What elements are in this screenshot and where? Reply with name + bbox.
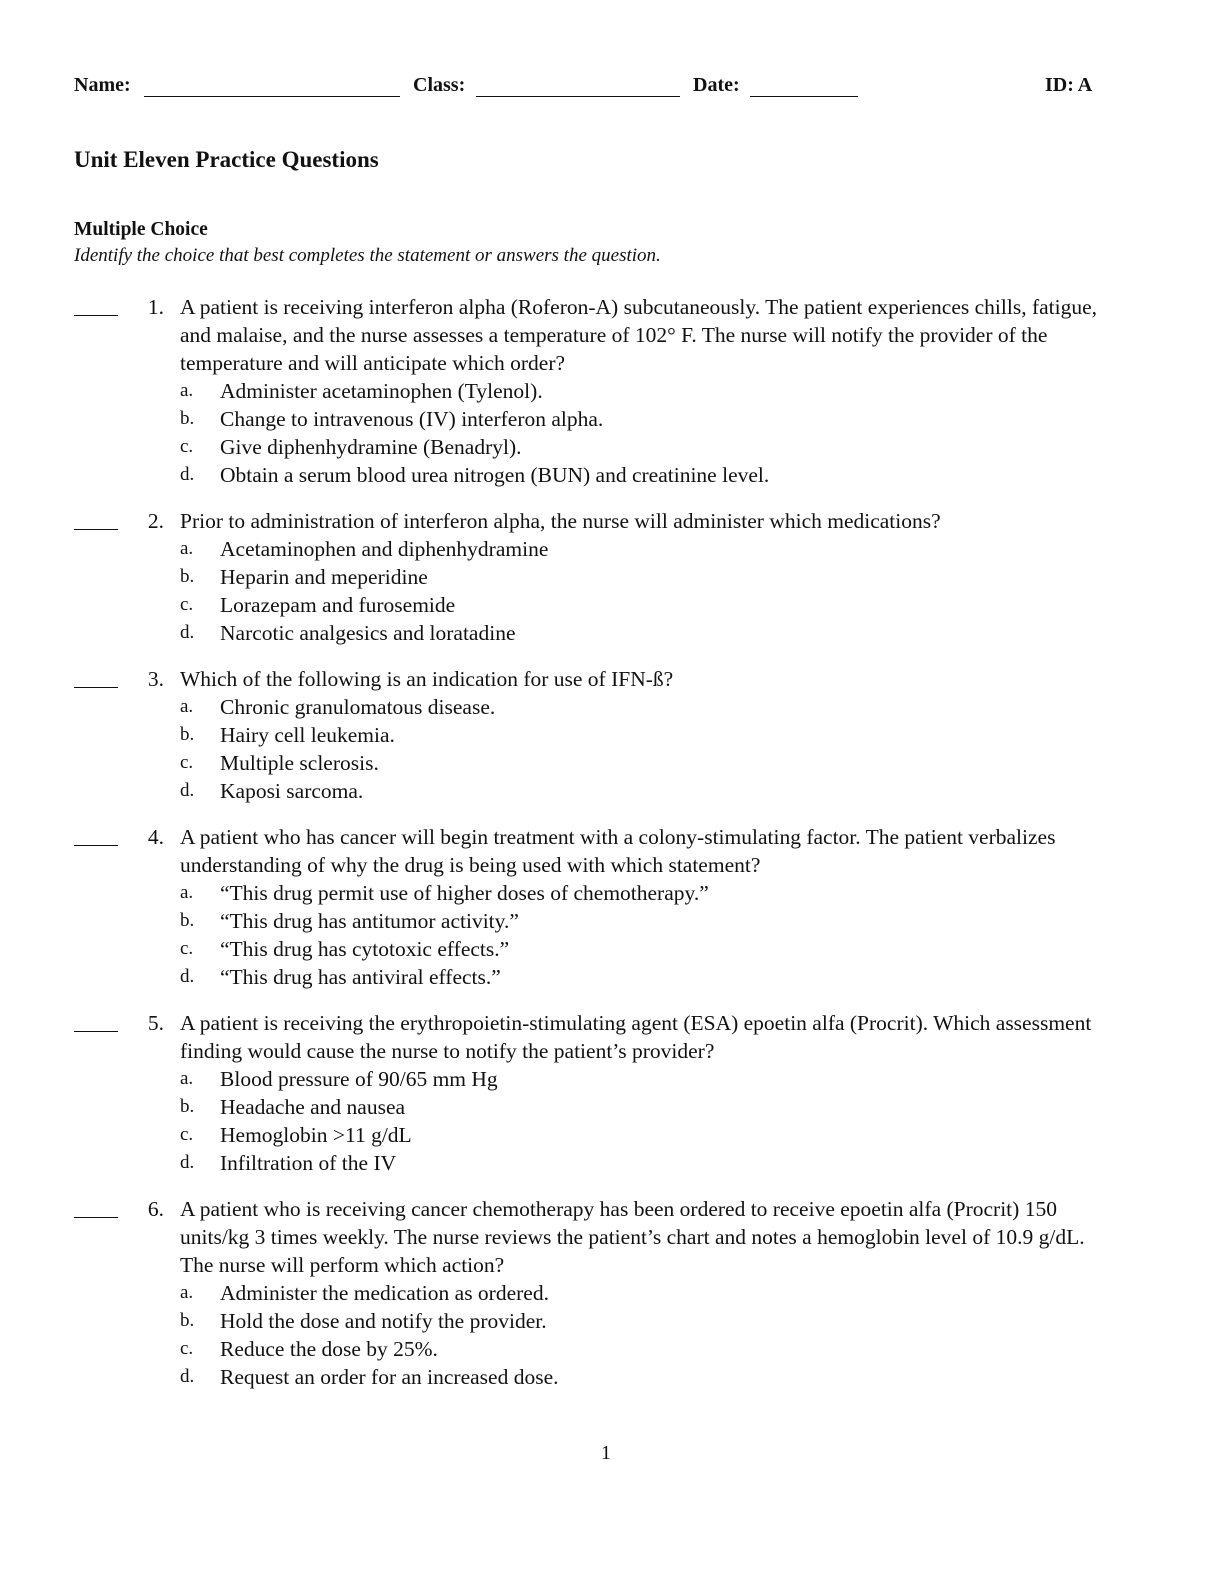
answer-choice[interactable] <box>180 721 1120 749</box>
name-label: Name: <box>74 74 131 96</box>
choice-text: Administer acetaminophen (Tylenol). <box>220 379 543 403</box>
choice-letter: c. <box>180 436 194 457</box>
page-number: 1 <box>601 1442 611 1464</box>
choice-text: Acetaminophen and diphenhydramine <box>220 537 549 561</box>
choice-text: Hold the dose and notify the provider. <box>220 1309 547 1333</box>
answer-choice[interactable] <box>180 907 1120 935</box>
choice-letter: a. <box>180 538 194 559</box>
choice-text: Lorazepam and furosemide <box>220 593 456 617</box>
choice-letter: c. <box>180 1338 194 1359</box>
header <box>74 74 1104 104</box>
answer-choice[interactable] <box>180 563 1120 591</box>
answer-choice[interactable] <box>180 963 1120 991</box>
class-label: Class: <box>413 74 466 96</box>
choice-letter: d. <box>180 1152 195 1173</box>
question-body <box>180 293 1120 489</box>
section-title: Multiple Choice <box>74 219 208 240</box>
answer-blank[interactable] <box>74 315 118 316</box>
choice-letter: c. <box>180 594 194 615</box>
answer-choice[interactable] <box>180 777 1120 805</box>
question-stem: A patient who is receiving cancer chemotherapy has been ordered to receive epoetin alfa (Procrit) 150 units/kg 3 times weekly. The nurse reviews the patient’s chart and notes a hemoglobin level of 10.9 g/dL. The nurse will perform which action? <box>180 1197 1085 1277</box>
page-title: Unit Eleven Practice Questions <box>74 147 379 172</box>
question-body <box>180 1009 1120 1177</box>
choice-text: Change to intravenous (IV) interferon alpha. <box>220 407 604 431</box>
answer-choice[interactable] <box>180 591 1120 619</box>
choice-text: Headache and nausea <box>220 1095 406 1119</box>
choice-letter: b. <box>180 1096 195 1117</box>
question-body <box>180 507 1120 647</box>
answer-choice[interactable] <box>180 693 1120 721</box>
question-number: 5. <box>147 1011 164 1035</box>
answer-blank[interactable] <box>74 845 118 846</box>
choice-letter: d. <box>180 464 195 485</box>
choice-text: “This drug has cytotoxic effects.” <box>220 937 510 961</box>
answer-choice[interactable] <box>180 935 1120 963</box>
choice-letter: b. <box>180 566 195 587</box>
choice-text: Reduce the dose by 25%. <box>220 1337 438 1361</box>
answer-choice[interactable] <box>180 1363 1120 1391</box>
choice-letter: b. <box>180 408 195 429</box>
choice-letter: d. <box>180 966 195 987</box>
choice-text: “This drug has antiviral effects.” <box>220 965 501 989</box>
choice-letter: c. <box>180 752 194 773</box>
choice-text: “This drug permit use of higher doses of chemotherapy.” <box>220 881 709 905</box>
date-field[interactable] <box>750 96 858 97</box>
instructions: Identify the choice that best completes the statement or answers the question. <box>74 245 661 266</box>
question-body <box>180 1195 1120 1391</box>
date-label: Date: <box>693 74 740 96</box>
answer-choice[interactable] <box>180 433 1120 461</box>
question-item <box>0 1195 1224 1391</box>
choice-letter: b. <box>180 724 195 745</box>
choice-letter: d. <box>180 622 195 643</box>
id-label: ID: A <box>1045 74 1093 96</box>
question-item <box>0 293 1224 489</box>
choice-text: Administer the medication as ordered. <box>220 1281 549 1305</box>
choice-text: Obtain a serum blood urea nitrogen (BUN) and creatinine level. <box>220 463 770 487</box>
question-number: 4. <box>147 825 164 849</box>
choice-text: Request an order for an increased dose. <box>220 1365 559 1389</box>
choice-text: Hemoglobin >11 g/dL <box>220 1123 412 1147</box>
choice-text: Multiple sclerosis. <box>220 751 379 775</box>
answer-choice[interactable] <box>180 405 1120 433</box>
question-stem: Prior to administration of interferon alpha, the nurse will administer which medications? <box>180 509 941 533</box>
question-number: 3. <box>147 667 164 691</box>
choice-letter: a. <box>180 1282 194 1303</box>
choice-letter: c. <box>180 1124 194 1145</box>
question-number: 6. <box>147 1197 164 1221</box>
question-number: 2. <box>147 509 164 533</box>
answer-choice[interactable] <box>180 1149 1120 1177</box>
choice-text: Hairy cell leukemia. <box>220 723 395 747</box>
class-field[interactable] <box>476 96 680 97</box>
answer-choice[interactable] <box>180 1279 1120 1307</box>
choice-text: “This drug has antitumor activity.” <box>220 909 519 933</box>
question-body <box>180 665 1120 805</box>
answer-choice[interactable] <box>180 879 1120 907</box>
choice-text: Blood pressure of 90/65 mm Hg <box>220 1067 498 1091</box>
question-stem: A patient is receiving the erythropoietin-stimulating agent (ESA) epoetin alfa (Procrit). Which assessment finding would cause the nurse to notify the patient’s provider? <box>180 1011 1092 1063</box>
answer-choice[interactable] <box>180 1307 1120 1335</box>
question-list <box>0 293 1224 1409</box>
answer-choice[interactable] <box>180 619 1120 647</box>
choice-text: Chronic granulomatous disease. <box>220 695 496 719</box>
answer-choice[interactable] <box>180 535 1120 563</box>
question-stem: A patient is receiving interferon alpha (Roferon-A) subcutaneously. The patient experiences chills, fatigue, and malaise, and the nurse assesses a temperature of 102° F. The nurse will notify the provider of the temperature and will anticipate which order? <box>180 295 1098 375</box>
answer-choice[interactable] <box>180 1335 1120 1363</box>
choice-letter: c. <box>180 938 194 959</box>
choice-text: Infiltration of the IV <box>220 1151 397 1175</box>
choice-letter: b. <box>180 1310 195 1331</box>
choice-letter: a. <box>180 1068 194 1089</box>
answer-choice[interactable] <box>180 377 1120 405</box>
choice-letter: b. <box>180 910 195 931</box>
answer-blank[interactable] <box>74 1031 118 1032</box>
name-field[interactable] <box>144 96 400 97</box>
choice-text: Narcotic analgesics and loratadine <box>220 621 516 645</box>
question-item <box>0 823 1224 991</box>
answer-choice[interactable] <box>180 1121 1120 1149</box>
choice-letter: d. <box>180 780 195 801</box>
question-item <box>0 665 1224 805</box>
question-item <box>0 1009 1224 1177</box>
choice-text: Give diphenhydramine (Benadryl). <box>220 435 522 459</box>
question-item <box>0 507 1224 647</box>
answer-choice[interactable] <box>180 1065 1120 1093</box>
answer-choice[interactable] <box>180 461 1120 489</box>
answer-blank[interactable] <box>74 529 118 530</box>
question-number: 1. <box>147 295 164 319</box>
answer-choice[interactable] <box>180 749 1120 777</box>
answer-choice[interactable] <box>180 1093 1120 1121</box>
choice-letter: a. <box>180 696 194 717</box>
question-stem: A patient who has cancer will begin treatment with a colony-stimulating factor. The patient verbalizes understanding of why the drug is being used with which statement? <box>180 825 1056 877</box>
choice-text: Kaposi sarcoma. <box>220 779 364 803</box>
choice-text: Heparin and meperidine <box>220 565 428 589</box>
choice-letter: d. <box>180 1366 195 1387</box>
choice-letter: a. <box>180 882 194 903</box>
question-stem: Which of the following is an indication for use of IFN-ß? <box>180 667 674 691</box>
question-body <box>180 823 1120 991</box>
answer-blank[interactable] <box>74 1217 118 1218</box>
choice-letter: a. <box>180 380 194 401</box>
answer-blank[interactable] <box>74 687 118 688</box>
